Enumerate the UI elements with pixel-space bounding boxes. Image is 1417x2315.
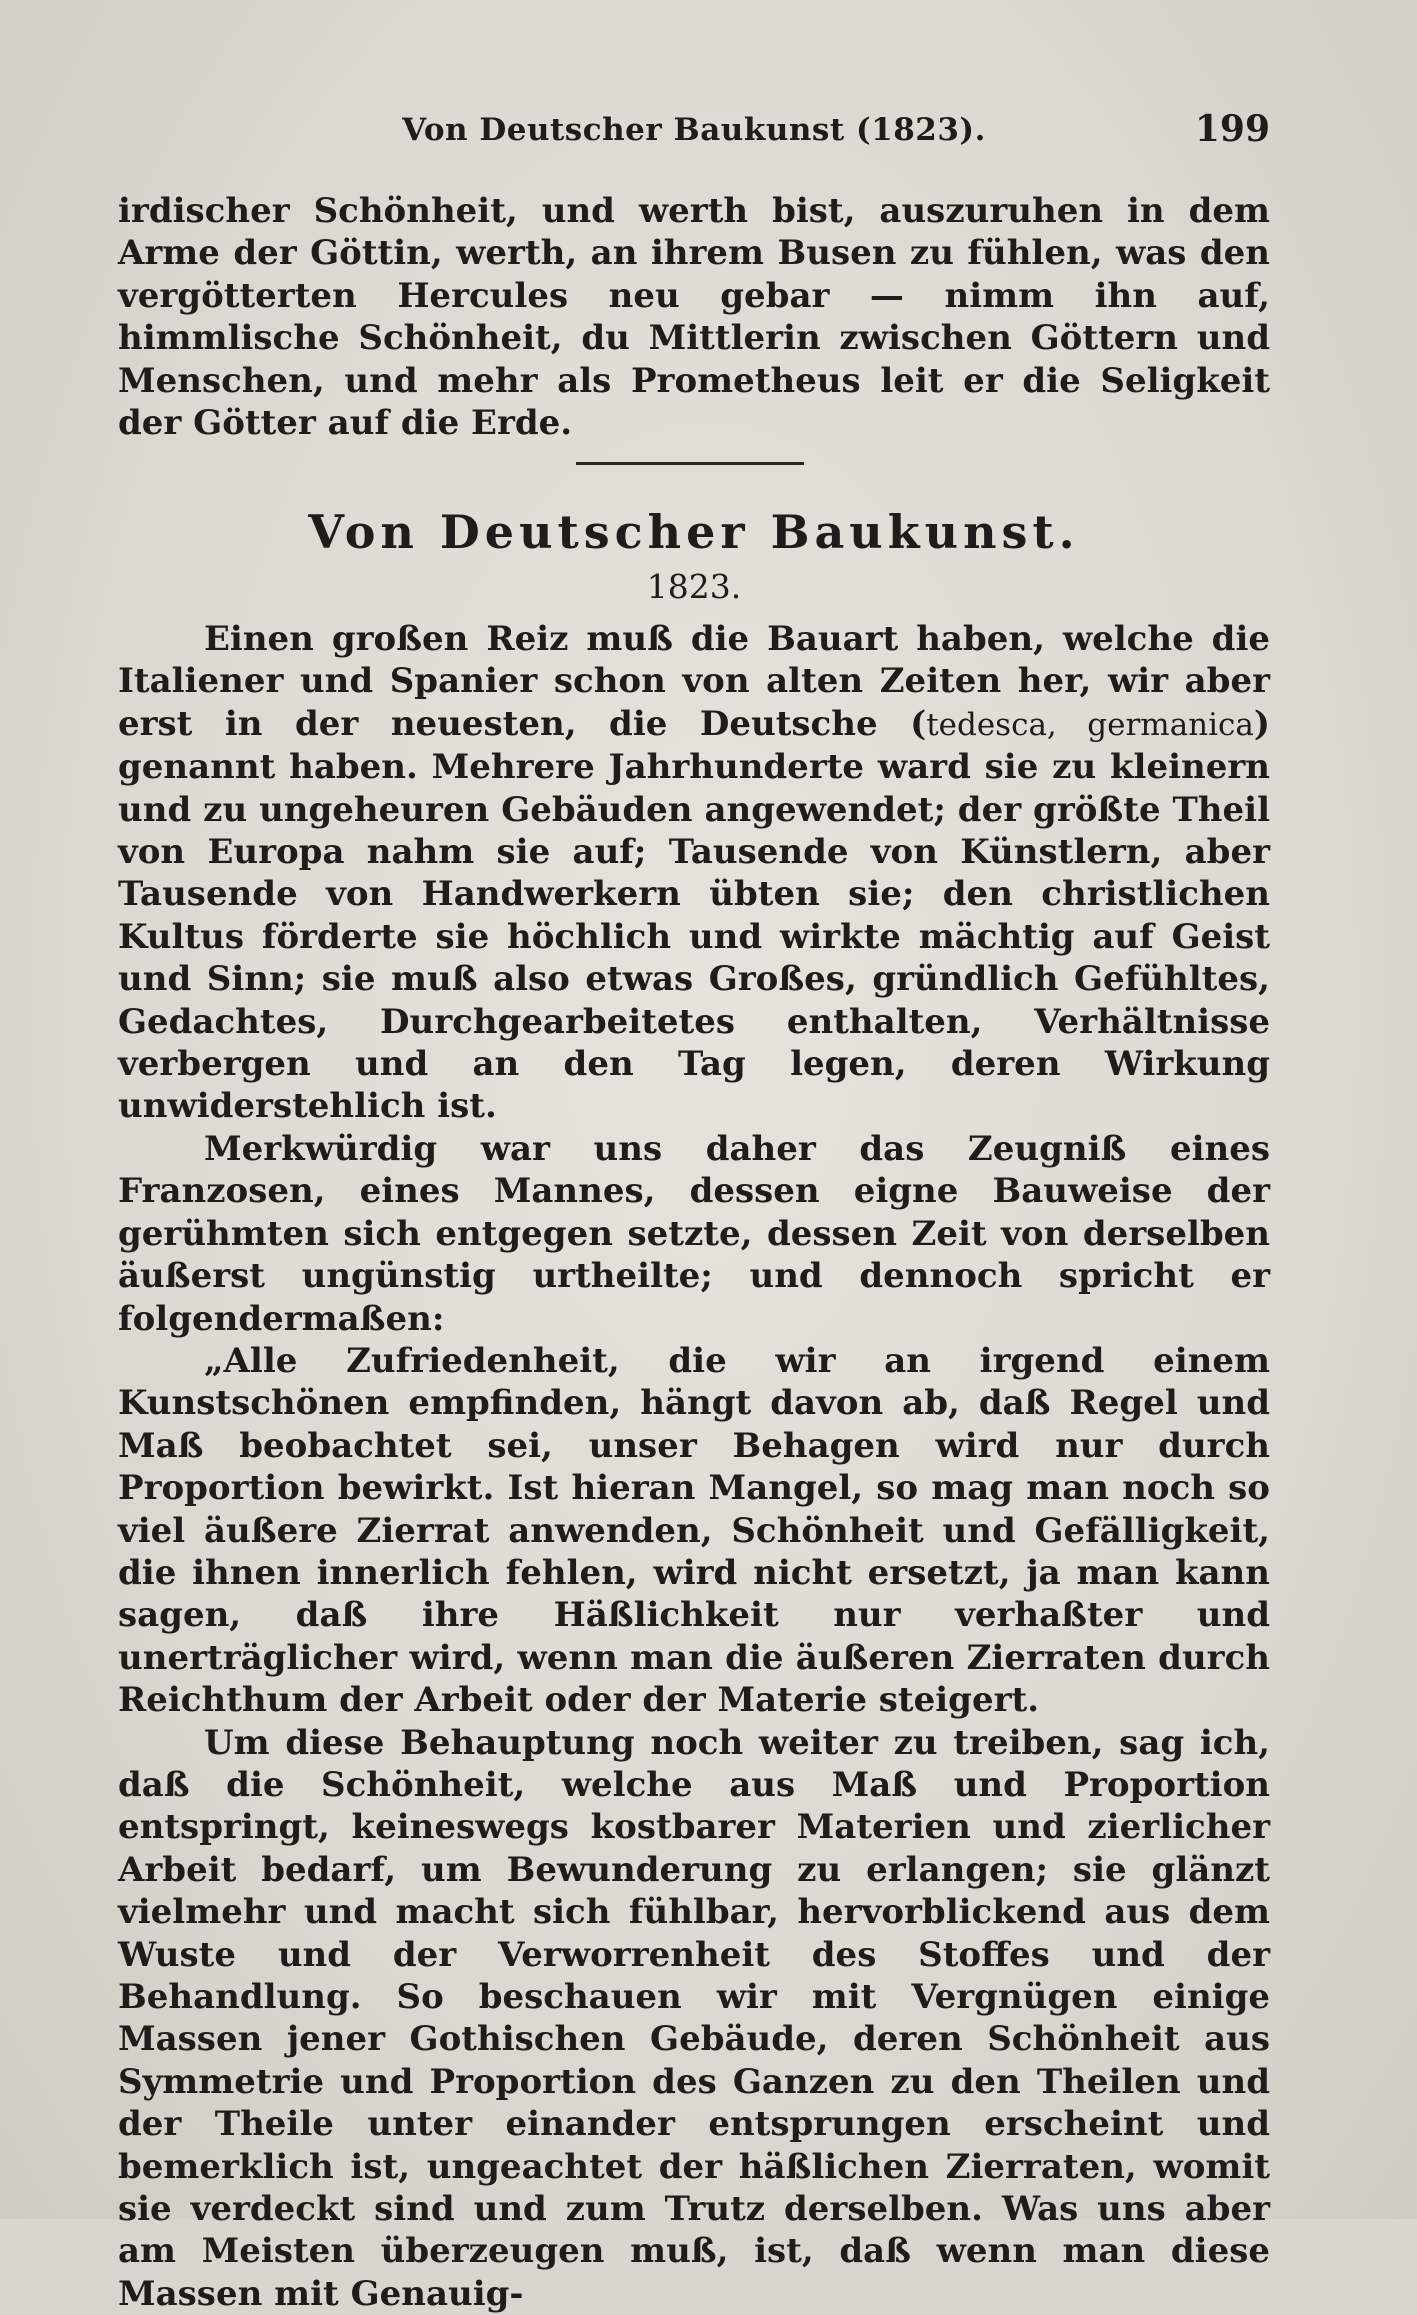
paragraph-2: Merkwürdig war uns daher das Zeugniß eines Franzosen, eines Mannes, dessen eigne Bauweise der gerühmten sich entgegen setzte, dessen Zeit von derselben äußerst ungünstig urtheilte; und dennoch spricht er folgendermaßen: <box>118 1128 1270 1339</box>
section-title: Von Deutscher Baukunst. <box>308 505 1080 559</box>
section-year: 1823. <box>646 567 742 606</box>
running-title: Von Deutscher Baukunst (1823). <box>402 112 986 148</box>
paragraph-1 <box>118 618 1270 1128</box>
section-divider <box>576 462 804 465</box>
paragraph-1-part-b: ) genannt haben. Mehrere Jahrhunderte ward sie zu kleinern und zu ungeheuren Gebäuden angewendet; der größte Theil von Europa nahm sie auf; Tausende von Künstlern, aber Tausende von Handwerkern übten sie; den christlichen Kultus förderte sie höchlich und wirkte mächtig auf Geist und Sinn; sie muß also etwas Großes, gründlich Gefühltes, Gedachtes, Durchgearbeitetes enthalten, Verhältnisse verbergen und an den Tag legen, deren Wirkung unwiderstehlich ist. <box>118 703 1270 1127</box>
carry-over-paragraph <box>118 190 1270 444</box>
paragraph-text: irdischer Schönheit, und werth bist, auszuruhen in dem Arme der Göttin, werth, an ihrem Busen zu fühlen, was den vergötterten Hercules neu gebar — nimm ihn auf, himmlische Schönheit, du Mittlerin zwischen Göttern und Menschen, und mehr als Prometheus leit er die Seligkeit der Götter auf die Erde. <box>118 191 1270 444</box>
paragraph-4: Um diese Behauptung noch weiter zu treiben, sag ich, daß die Schönheit, welche aus Maß und Proportion entspringt, keineswegs kostbarer Materien und zierlicher Arbeit bedarf, um Bewunderung zu erlangen; sie glänzt vielmehr und macht sich fühlbar, hervorblickend aus dem Wuste und der Verworrenheit des Stoffes und der Behandlung. So beschauen wir mit Vergnügen einige Massen jener Gothischen Gebäude, deren Schönheit aus Symmetrie und Proportion des Ganzen zu den Theilen und der Theile unter einander entsprungen erscheint und bemerklich ist, ungeachtet der häßlichen Zierraten, womit sie verdeckt sind und zum Trutz derselben. Was uns aber am Meisten überzeugen muß, ist, daß wenn man diese Massen mit Genauig- <box>118 1722 1270 2314</box>
paragraph-3-quote: „Alle Zufriedenheit, die wir an irgend einem Kunstschönen empfinden, hängt davon ab, daß Regel und Maß beobachtet sei, unser Behagen wird nur durch Proportion bewirkt. Ist hieran Mangel, so mag man noch so viel äußere Zierrat anwenden, Schönheit und Gefälligkeit, die ihnen innerlich fehlen, wird nicht ersetzt, ja man kann sagen, daß ihre Häßlichkeit nur verhaßter und unerträglicher wird, wenn man die äußeren Zierraten durch Reichthum der Arbeit oder der Materie steigert. <box>118 1340 1270 1721</box>
paragraph-1-part-a: Einen großen Reiz muß die Bauart haben, welche die Italiener und Spanier schon von alten Zeiten her, wir aber erst in der neuesten, die Deutsche ( <box>118 619 1270 744</box>
page-number: 199 <box>1194 108 1270 150</box>
running-head <box>118 108 1270 162</box>
essay-body <box>118 618 1270 2315</box>
roman-term: tedesca, germanica <box>926 706 1254 743</box>
